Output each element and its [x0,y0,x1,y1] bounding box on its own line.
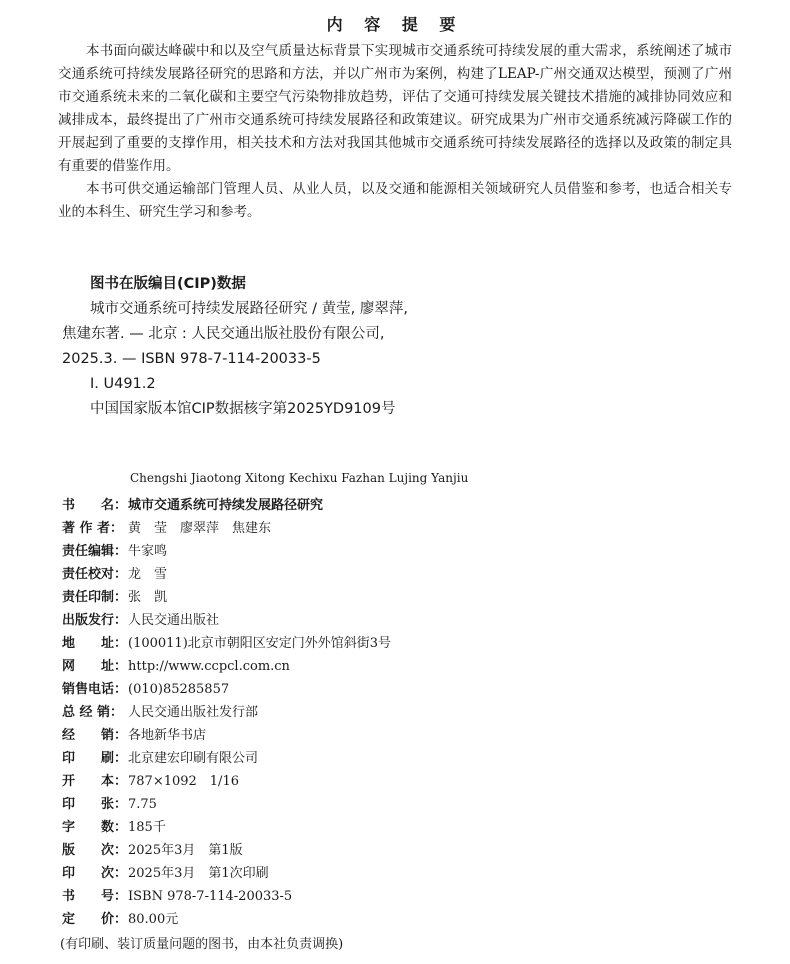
colophon-row [62,701,762,724]
summary-paragraph-2: 本书可供交通运输部门管理人员、从业人员，以及交通和能源相关领域研究人员借鉴和参考，也适合相关专业的本科生、研究生学习和参考。 [58,181,732,220]
cip-line-publisher: 焦建东著. — 北京 : 人民交通出版社股份有限公司, [62,326,385,342]
colophon-label: 印 次： [62,866,128,881]
colophon-value: 7.75 [128,797,157,812]
colophon-label: 总 经 销： [62,705,124,720]
colophon-value: 787×1092 1/16 [128,774,239,789]
colophon-value: 2025年3月 第1次印刷 [128,866,269,881]
colophon-label: 责任印制： [62,590,128,605]
colophon-row [62,494,762,517]
colophon-row [62,793,762,816]
colophon-row [62,609,762,632]
colophon-value: 黄 莹 廖翠萍 焦建东 [128,521,272,536]
pinyin-title: Chengshi Jiaotong Xitong Kechixu Fazhan Lujing Yanjiu [130,471,469,485]
cip-line-isbn: 2025.3. — ISBN 978-7-114-20033-5 [62,351,321,367]
colophon-value: ISBN 978-7-114-20033-5 [128,889,293,904]
colophon-label: 销售电话： [62,682,128,697]
colophon-value: 人民交通出版社发行部 [128,705,259,720]
colophon-row [62,655,762,678]
colophon-label: 经 销： [62,728,128,743]
summary-paragraph-1: 本书面向碳达峰碳中和以及空气质量达标背景下实现城市交通系统可持续发展的重大需求，系统阐述了城市交通系统可持续发展路径研究的思路和方法，并以广州市为案例，构建了LEAP-广州交通双达模型，预测了广州市交通系统未来的二氧化碳和主要空气污染物排放趋势，评估了交通可持续发展关键技术措施的减排协同效应和减排成本，最终提出了广州市交通系统可持续发展路径和政策建议。研究成果为广州市交通系统减污降碳工作的开展起到了重要的支撑作用，相关技术和方法对我国其他城市交通系统可持续发展路径的选择以及政策的制定具有重要的借鉴作用。 [58,43,732,174]
colophon-row [62,678,762,701]
colophon-value: http://www.ccpcl.com.cn [128,659,290,674]
colophon-value: (100011)北京市朝阳区安定门外外馆斜街3号 [128,636,392,651]
quality-note: (有印刷、装订质量问题的图书，由本社负责调换) [60,937,344,952]
colophon-value: 各地新华书店 [128,728,207,743]
colophon-label: 印 张： [62,797,128,812]
colophon-row [62,816,762,839]
colophon-row [62,839,762,862]
colophon-row [62,908,762,931]
colophon-value: 北京建宏印刷有限公司 [128,751,259,766]
colophon-row [62,885,762,908]
colophon-label: 出版发行： [62,613,128,628]
colophon-value: 80.00元 [128,912,179,927]
colophon-value: (010)85285857 [128,682,230,697]
colophon-row [62,770,762,793]
colophon-label: 责任编辑： [62,544,128,559]
colophon-label: 印 刷： [62,751,128,766]
colophon-label: 网 址： [62,659,128,674]
cip-block [62,272,742,422]
colophon-label: 定 价： [62,912,128,927]
summary-title: 内 容 提 要 [326,15,464,34]
colophon-row [62,563,762,586]
cip-heading: 图书在版编目(CIP)数据 [90,276,246,292]
colophon-row [62,540,762,563]
colophon-label: 书 号： [62,889,128,904]
colophon-value: 牛家鸣 [128,544,168,559]
summary-section [58,40,732,224]
colophon-value: 人民交通出版社 [128,613,220,628]
colophon-row [62,862,762,885]
colophon-label: 地 址： [62,636,128,651]
colophon-row [62,724,762,747]
cip-line-record: 中国国家版本馆CIP数据核字第2025YD9109号 [90,401,396,417]
colophon [62,494,762,931]
colophon-row [62,586,762,609]
colophon-value: 185千 [128,820,166,835]
colophon-label: 版 次： [62,843,128,858]
colophon-value: 城市交通系统可持续发展路径研究 [128,498,324,513]
colophon-value: 龙 雪 [128,567,168,582]
colophon-value: 张 凯 [128,590,168,605]
cip-line-classification: Ⅰ. U491.2 [90,376,156,392]
colophon-row [62,517,762,540]
colophon-row [62,632,762,655]
colophon-value: 2025年3月 第1版 [128,843,243,858]
colophon-row [62,747,762,770]
colophon-label: 字 数： [62,820,128,835]
cip-line-title: 城市交通系统可持续发展路径研究 / 黄莹, 廖翠萍, [90,301,408,317]
colophon-label: 书 名： [62,498,128,513]
colophon-label: 开 本： [62,774,128,789]
colophon-label: 责任校对： [62,567,128,582]
colophon-label: 著 作 者： [62,521,124,536]
